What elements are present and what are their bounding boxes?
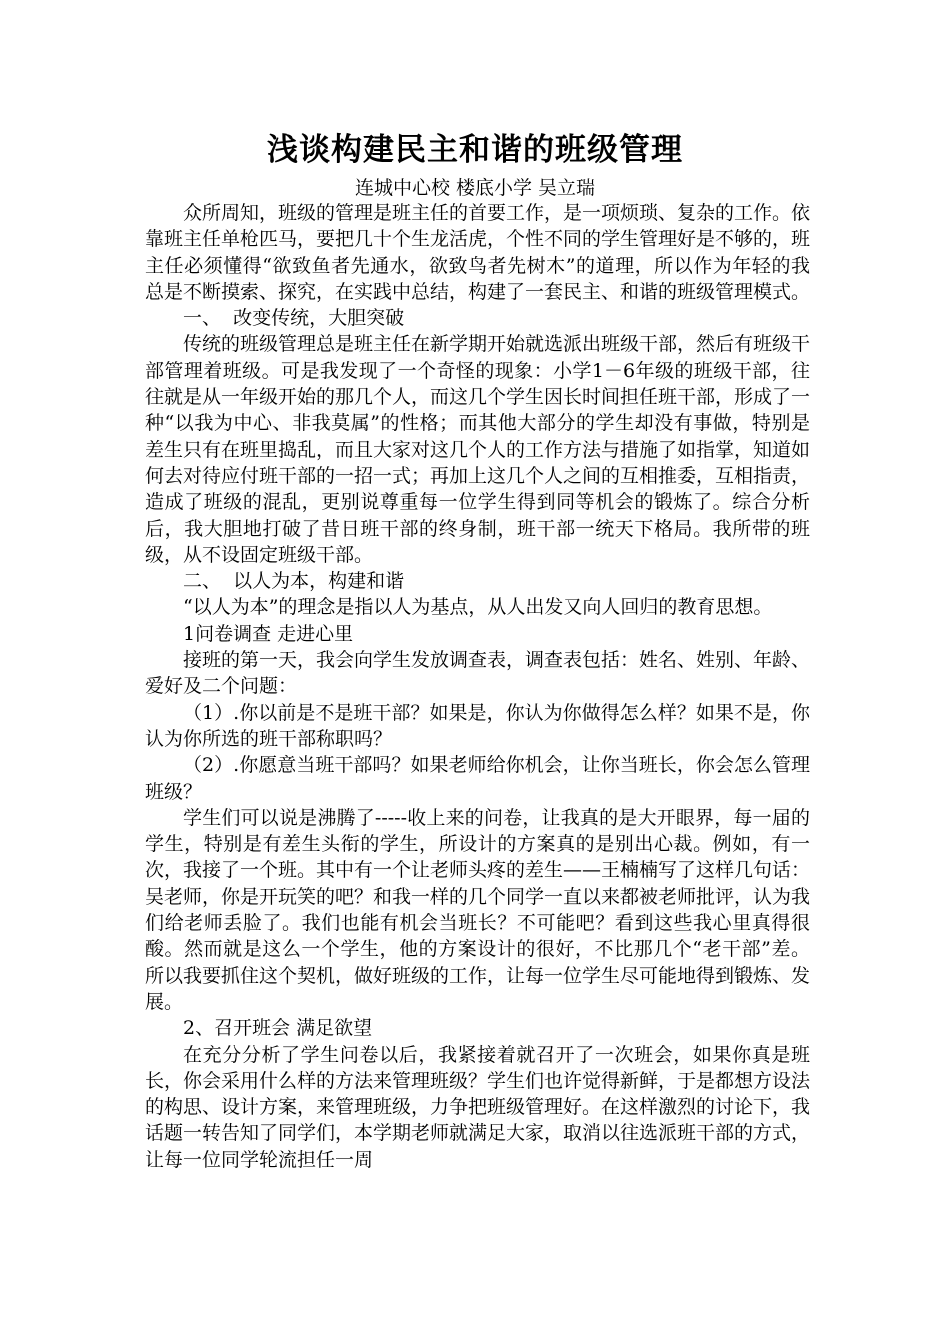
section-heading-1: 一、 改变传统，大胆突破 — [183, 307, 405, 330]
paragraph-class-meeting: 在充分分析了学生问卷以后，我紧接着就召开了一次班会，如果你真是班长，你会采用什么样的方法来管理班级？学生们也许觉得新鲜，于是都想方设法的构思、设计方案，来管理班级，力争把班级管理好。在这样激烈的讨论下，我话题一转告知了同学们，本学期老师就满足大家，取消以往选派班干部的方式，让每一位同学轮流担任一周 — [145, 1043, 811, 1171]
section-heading-2: 二、 以人为本，构建和谐 — [183, 570, 405, 593]
author-line: 连城中心校 楼底小学 吴立瑞 — [354, 177, 596, 199]
paragraph-question-1: （1）.你以前是不是班干部？如果是，你认为你做得怎么样？如果不是，你认为你所选的班干部称职吗？ — [145, 701, 810, 750]
paragraph-survey: 接班的第一天，我会向学生发放调查表，调查表包括：姓名、姓别、年龄、爱好及二个问题： — [145, 649, 811, 698]
subheading-class-meeting: 2、召开班会 满足欲望 — [183, 1017, 373, 1040]
document-title: 浅谈构建民主和谐的班级管理 — [267, 132, 683, 168]
paragraph-responses: 学生们可以说是沸腾了-----收上来的问卷，让我真的是大开眼界，每一届的学生，特别是有差生头衔的学生，所设计的方案真的是别出心裁。例如，有一次，我接了一个班。其中有一个让老师头疼的差生——王楠楠写了这样几句话：吴老师，你是开玩笑的吧？和我一样的几个同学一直以来都被老师批评，认为我们给老师丢脸了。我们也能有机会当班长？不可能吧？看到这些我心里真得很酸。然而就是这么一个学生，他的方案设计的很好，不比那几个“老干部”差。所以我要抓住这个契机，做好班级的工作，让每一位学生尽可能地得到锻炼、发展。 — [145, 806, 811, 1013]
paragraph-people-first: “以人为本”的理念是指以人为基点，从人出发又向人回归的教育思想。 — [183, 596, 773, 619]
paragraph-question-2: （2）.你愿意当班干部吗？如果老师给你机会，让你当班长，你会怎么管理班级？ — [145, 754, 810, 803]
paragraph-intro: 众所周知，班级的管理是班主任的首要工作，是一项烦琐、复杂的工作。依靠班主任单枪匹马，要把几十个生龙活虎，个性不同的学生管理好是不够的，班主任必须懂得“欲致鱼者先通水，欲致鸟者先树木”的道理，所以作为年轻的我总是不断摸索、探究，在实践中总结，构建了一套民主、和谐的班级管理模式。 — [145, 202, 811, 303]
document-body — [145, 200, 810, 1173]
subheading-questionnaire: 1问卷调查 走进心里 — [183, 622, 354, 645]
paragraph-section1: 传统的班级管理总是班主任在新学期开始就选派出班级干部，然后有班级干部管理着班级。可是我发现了一个奇怪的现象：小学1－6年级的班级干部，往往就是从一年级开始的那几个人，而这几个学生因长时间担任班干部，形成了一种“以我为中心、非我莫属”的性格；而其他大部分的学生却没有事做，特别是差生只有在班里捣乱，而且大家对这几个人的工作方法与措施了如指掌，知道如何去对待应付班干部的一招一式；再加上这几个人之间的互相推委，互相指责，造成了班级的混乱，更别说尊重每一位学生得到同等机会的锻炼了。综合分析后，我大胆地打破了昔日班干部的终身制，班干部一统天下格局。我所带的班级，从不设固定班级干部。 — [145, 333, 811, 566]
